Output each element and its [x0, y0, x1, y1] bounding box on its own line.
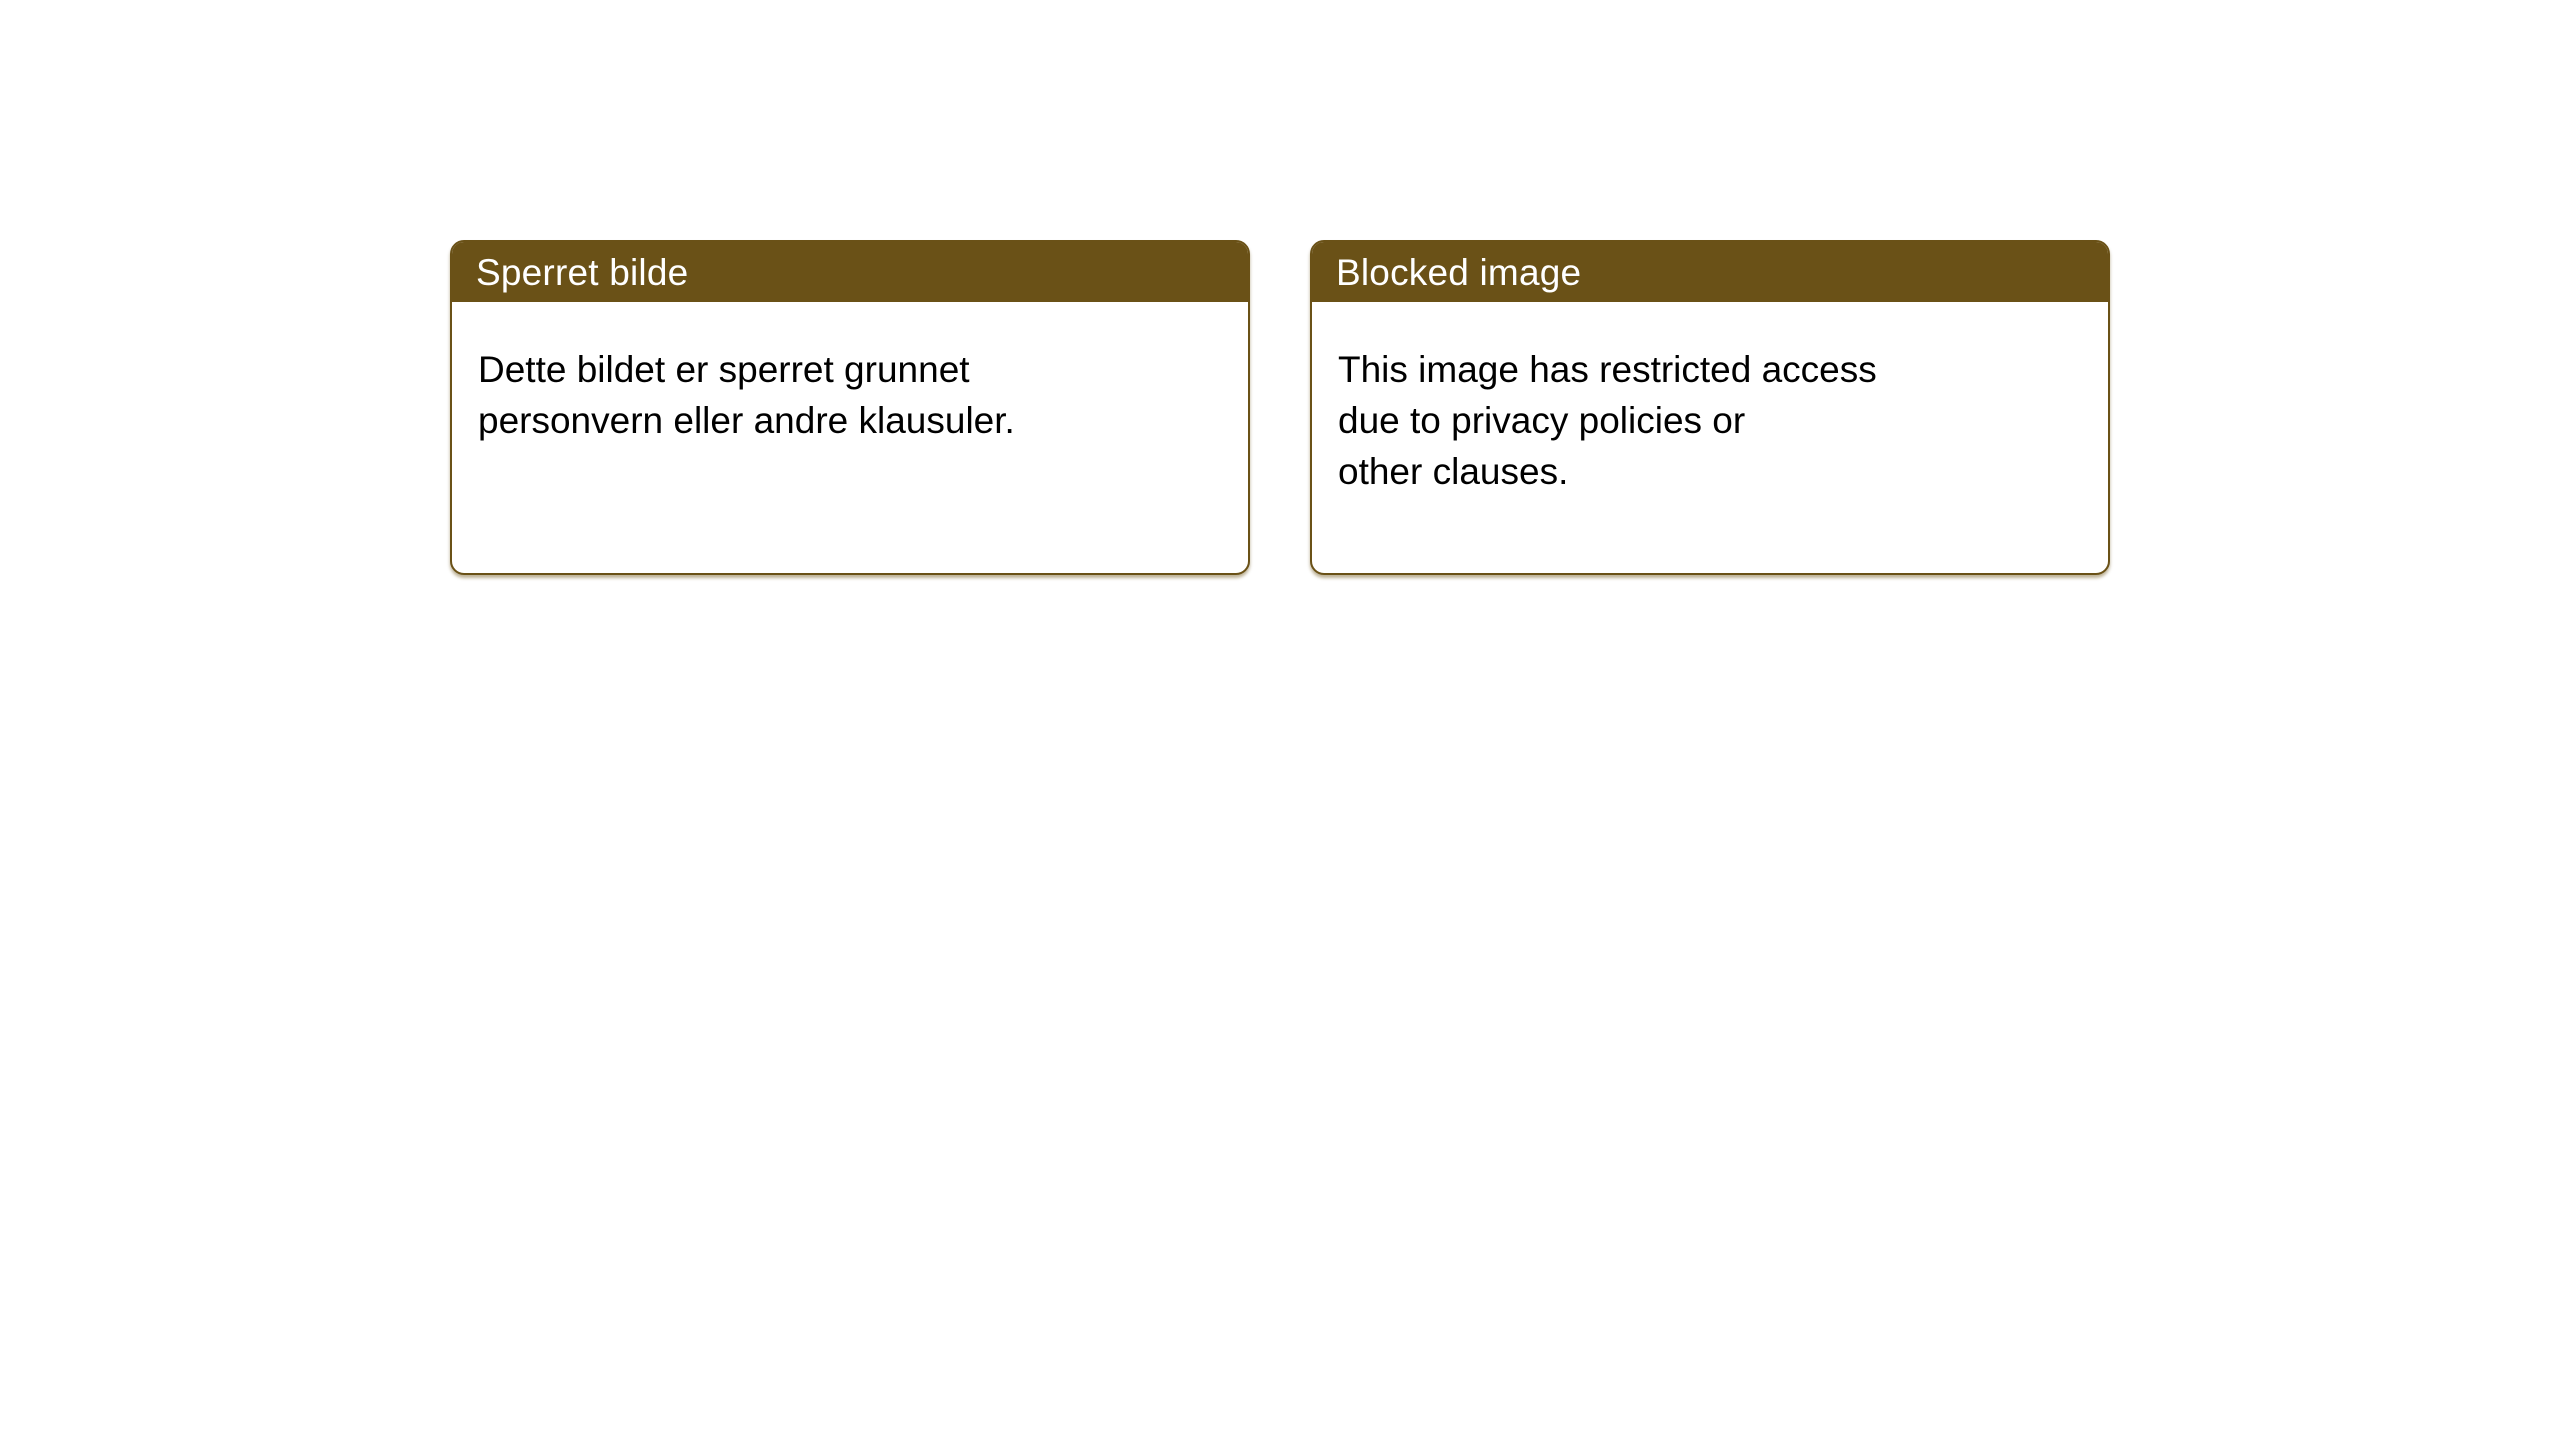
card-header — [452, 242, 1248, 302]
card-body — [452, 302, 1248, 446]
card-body-line: Dette bildet er sperret grunnet — [478, 349, 970, 390]
card-title: Blocked image — [1336, 251, 1582, 293]
card-body-line: personvern eller andre klausuler. — [478, 400, 1015, 441]
card-title: Sperret bilde — [476, 251, 689, 293]
blocked-image-card-norwegian — [450, 240, 1250, 575]
card-header — [1312, 242, 2108, 302]
card-body-line: due to privacy policies or — [1338, 400, 1746, 441]
card-body — [1312, 302, 2108, 497]
card-body-line: other clauses. — [1338, 451, 1569, 492]
blocked-image-card-english — [1310, 240, 2110, 575]
card-body-line: This image has restricted access — [1338, 349, 1877, 390]
